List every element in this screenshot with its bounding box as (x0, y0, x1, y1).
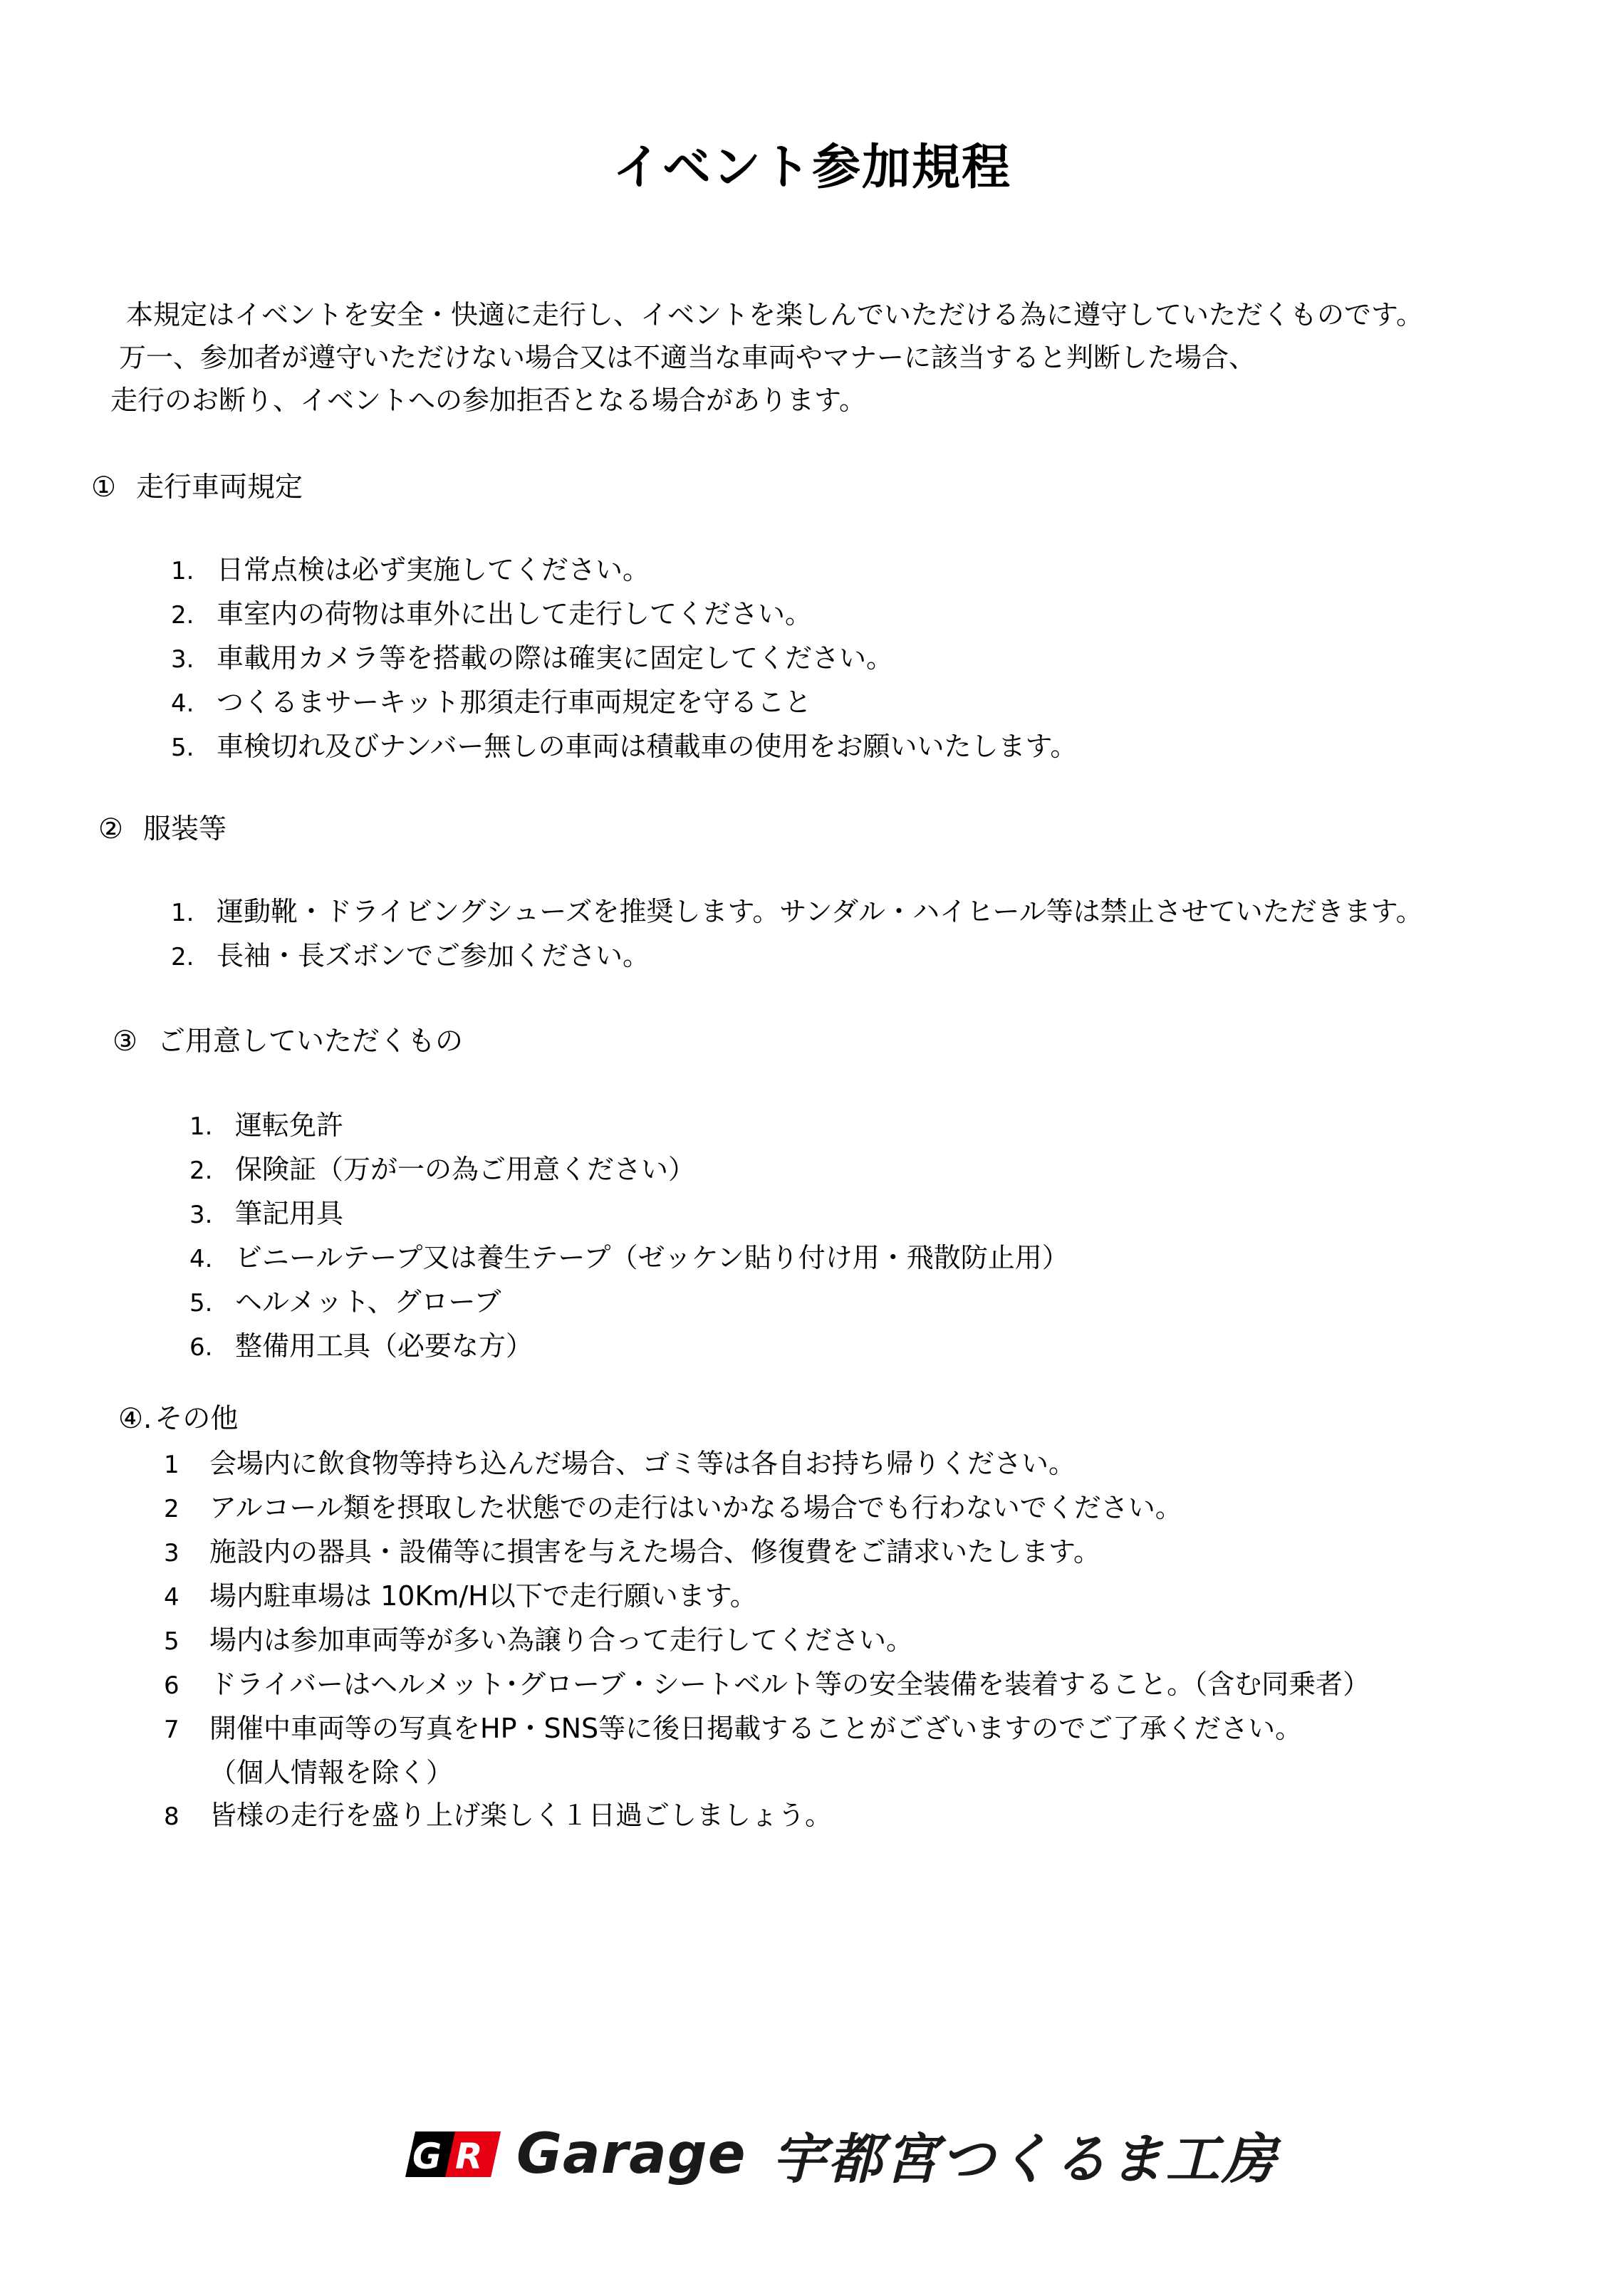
item-number: 5. (171, 734, 194, 762)
gr-badge-icon (402, 2129, 504, 2180)
list-item (164, 1707, 1370, 1794)
list-item (164, 1442, 1370, 1486)
item-text: 場内駐車場は 10Km/H以下で走行願います。 (209, 1580, 757, 1612)
list-item (164, 1663, 1370, 1707)
item-number: 3 (164, 1539, 179, 1567)
section-number: ④. (118, 1403, 152, 1435)
section-heading (91, 470, 303, 506)
brand-word: Garage (516, 2122, 746, 2186)
item-text: 筆記用具 (235, 1198, 344, 1229)
svg-text:R: R (455, 2136, 483, 2177)
item-number: 4. (189, 1245, 213, 1273)
item-text: 日常点検は必ず実施してください。 (217, 554, 650, 585)
list-item (171, 681, 1077, 725)
item-text: 車検切れ及びナンバー無しの車両は積載車の使用をお願いいたします。 (217, 731, 1078, 762)
item-text: 長袖・長ズボンでご参加ください。 (217, 940, 650, 971)
item-text: 皆様の走行を盛り上げ楽しく１日過ごしましょう。 (209, 1800, 833, 1831)
list-item (171, 548, 1077, 593)
item-text: 車載用カメラ等を搭載の際は確実に固定してください。 (217, 642, 894, 674)
section-heading (98, 812, 227, 847)
section-number: ② (98, 813, 123, 845)
item-text: 整備用工具（必要な方） (235, 1330, 533, 1362)
item-number: 1 (164, 1451, 179, 1479)
rule-list (189, 1104, 1069, 1369)
list-item (189, 1236, 1069, 1280)
list-item (189, 1148, 1069, 1192)
item-number: 3. (171, 645, 194, 674)
intro-line: 走行のお断り、イベントへの参加拒否となる場合があります。 (110, 385, 866, 416)
section-heading (118, 1402, 238, 1437)
section-number: ③ (113, 1026, 137, 1058)
section-title: 服装等 (142, 813, 227, 845)
item-text: ドライバーはヘルメット･グローブ・シートベルト等の安全装備を装着すること。（含む同乗者） (209, 1669, 1370, 1700)
item-text: 運動靴・ドライビングシューズを推奨します。サンダル・ハイヒール等は禁止させていただきます。 (217, 896, 1423, 927)
item-number: 6. (189, 1333, 213, 1362)
intro-paragraph (110, 293, 1535, 422)
item-text: ビニールテープ又は養生テープ（ゼッケン貼り付け用・飛散防止用） (235, 1242, 1069, 1273)
intro-line: 本規定はイベントを安全・快適に走行し、イベントを楽しんでいただける為に遵守していただくものです。 (126, 299, 1423, 330)
svg-text:G: G (412, 2136, 442, 2177)
rule-list (171, 890, 1423, 979)
list-item (164, 1486, 1370, 1530)
section-heading (113, 1024, 463, 1060)
item-text: 場内は参加車両等が多い為譲り合って走行してください。 (209, 1624, 914, 1656)
list-item (164, 1794, 1370, 1838)
rule-list (164, 1442, 1370, 1838)
item-number: 2 (164, 1495, 179, 1523)
list-item (164, 1619, 1370, 1663)
item-number: 6 (164, 1671, 179, 1700)
section-title: ご用意していただくもの (157, 1026, 463, 1058)
item-number: 1. (171, 557, 194, 585)
item-text: ヘルメット、グローブ (235, 1286, 501, 1317)
item-text: つくるまサーキット那須走行車両規定を守ること (217, 687, 812, 718)
list-item (164, 1530, 1370, 1575)
item-number: 3. (189, 1201, 213, 1229)
item-number: 1. (171, 899, 194, 927)
item-number: 5 (164, 1627, 179, 1656)
intro-line: 万一、参加者が遵守いただけない場合又は不適当な車両やマナーに該当すると判断した場合、 (119, 342, 1256, 373)
item-number: 1. (189, 1112, 213, 1141)
section-title: その他 (155, 1403, 239, 1435)
item-number: 8 (164, 1802, 179, 1831)
item-number: 4. (171, 689, 194, 718)
list-item (189, 1192, 1069, 1236)
item-number: 2. (171, 943, 194, 971)
item-number: 4 (164, 1583, 179, 1612)
list-item (171, 637, 1077, 681)
item-text: 保険証（万が一の為ご用意ください） (235, 1154, 696, 1185)
list-item (171, 593, 1077, 637)
list-item (171, 890, 1423, 934)
item-text: アルコール類を摂取した状態での走行はいかなる場合でも行わないでください。 (209, 1492, 1182, 1523)
item-number: 5. (189, 1289, 213, 1317)
section-number: ① (91, 471, 116, 503)
list-item (171, 725, 1077, 769)
item-text: 会場内に飲食物等持ち込んだ場合、ゴミ等は各自お持ち帰りください。 (209, 1448, 1076, 1479)
page-title: イベント参加規程 (612, 140, 1011, 196)
section-title: 走行車両規定 (135, 471, 303, 503)
footer-logo (402, 2115, 1279, 2193)
list-item (171, 934, 1423, 979)
item-number: 2. (171, 601, 194, 630)
item-text: 施設内の器具・設備等に損害を与えた場合、修復費をご請求いたします。 (209, 1536, 1100, 1567)
list-item (189, 1104, 1069, 1148)
list-item (189, 1280, 1069, 1325)
rule-list (171, 548, 1077, 769)
item-text: 車室内の荷物は車外に出して走行してください。 (217, 598, 813, 630)
item-number: 7 (164, 1716, 179, 1744)
item-subtext: （個人情報を除く） (209, 1757, 454, 1788)
list-item (164, 1575, 1370, 1619)
shop-name: 宇都宮つくるま工房 (771, 2127, 1279, 2191)
item-text: 開催中車両等の写真をHP・SNS等に後日掲載することがございますのでご了承ください。 (209, 1713, 1303, 1744)
list-item (189, 1325, 1069, 1369)
item-number: 2. (189, 1157, 213, 1185)
item-text: 運転免許 (235, 1110, 344, 1141)
